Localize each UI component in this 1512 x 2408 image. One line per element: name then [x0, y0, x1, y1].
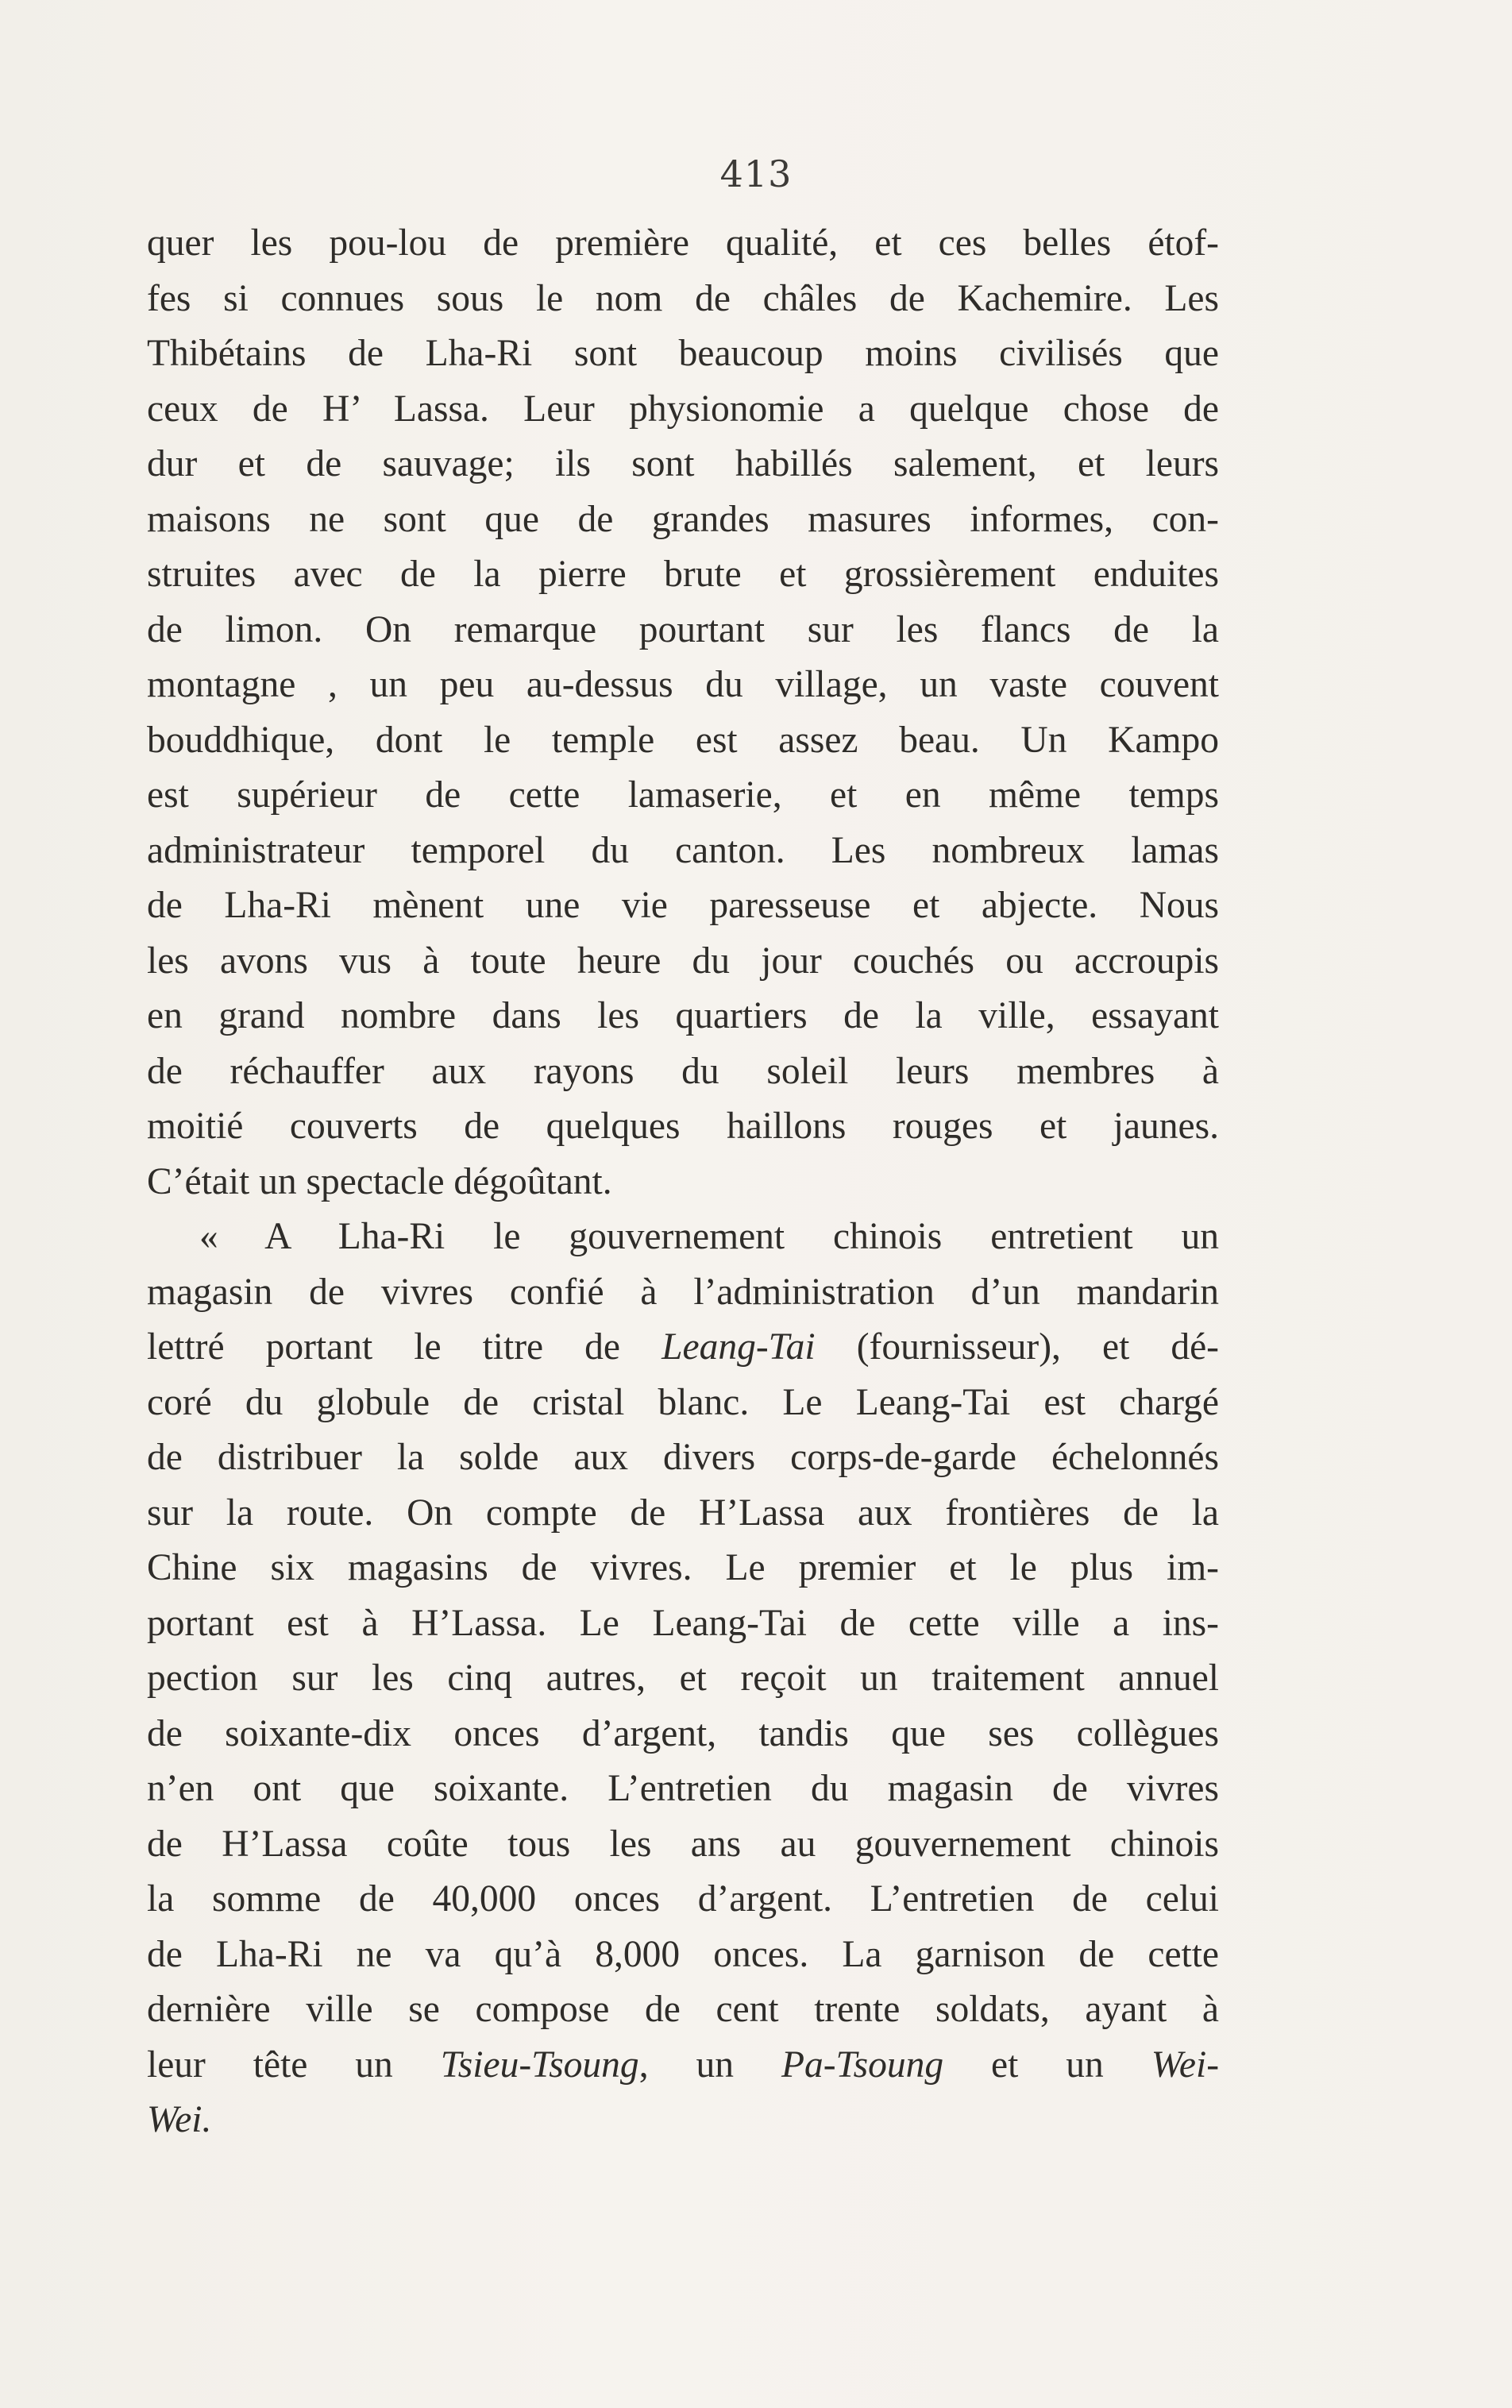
text-line: Thibétains de Lha-Ri sont beaucoup moins civilisés que [147, 333, 1219, 374]
text-line: les avons vus à toute heure du jour couchés ou accroupis [147, 940, 1219, 982]
italic-term: Pa-Tsoung [781, 2043, 944, 2086]
text-line: de H’Lassa coûte tous les ans au gouvernement chinois [147, 1823, 1219, 1865]
text-line: coré du globule de cristal blanc. Le Leang-Tai est chargé [147, 1381, 1219, 1423]
text-line: n’en ont que soixante. L’entretien du magasin de vivres [147, 1768, 1219, 1809]
italic-term: Wei- [1151, 2043, 1220, 2086]
text-line: fes si connues sous le nom de châles de Kachemire. Les [147, 277, 1219, 319]
text-line: de soixante-dix onces d’argent, tandis que ses collègues [147, 1712, 1219, 1754]
text-line-with-italic [147, 2038, 1219, 2093]
text-line: portant est à H’Lassa. Le Leang-Tai de cette ville a ins- [147, 1602, 1219, 1644]
text-line: montagne , un peu au-dessus du village, un vaste couvent [147, 664, 1219, 705]
text-line: de réchauffer aux rayons du soleil leurs membres à [147, 1050, 1219, 1092]
text-line: maisons ne sont que de grandes masures informes, con- [147, 498, 1219, 540]
text-line: la somme de 40,000 onces d’argent. L’entretien de celui [147, 1878, 1219, 1920]
text-line: ceux de H’ Lassa. Leur physionomie a quelque chose de [147, 388, 1219, 430]
text-line: de distribuer la solde aux divers corps-de-garde échelonnés [147, 1437, 1219, 1478]
page-number: 413 [719, 152, 793, 195]
text-line: en grand nombre dans les quartiers de la ville, essayant [147, 995, 1219, 1036]
italic-term: Leang-Tai [662, 1326, 816, 1368]
paragraph-start-line: « A Lha-Ri le gouvernement chinois entretient un [199, 1216, 1219, 1257]
line-part: leur tête un [147, 2043, 441, 2086]
text-line: moitié couverts de quelques haillons rouges et jaunes. [147, 1106, 1219, 1147]
text-line: Chine six magasins de vivres. Le premier et le plus im- [147, 1547, 1219, 1588]
text-line: de Lha-Ri mènent une vie paresseuse et abjecte. Nous [147, 885, 1219, 926]
paragraph-end-line: C’était un spectacle dégoûtant. [147, 1160, 612, 1202]
text-line: sur la route. On compte de H’Lassa aux frontières de la [147, 1491, 1219, 1534]
line-part: lettré portant le titre de [147, 1326, 662, 1368]
line-part: (fournisseur), et dé- [815, 1326, 1219, 1368]
body-text [147, 216, 1219, 2148]
line-part: et un [943, 2043, 1151, 2086]
text-line: de Lha-Ri ne va qu’à 8,000 onces. La garnison de cette [147, 1933, 1219, 1975]
text-line: administrateur temporel du canton. Les nombreux lamas [147, 829, 1219, 871]
text-line: dur et de sauvage; ils sont habillés salement, et leurs [147, 443, 1219, 484]
text-line: bouddhique, dont le temple est assez beau. Un Kampo [147, 719, 1219, 761]
italic-term: Tsieu-Tsoung [440, 2043, 639, 2086]
text-line: dernière ville se compose de cent trente soldats, ayant à [147, 1989, 1219, 2030]
text-line: quer les pou-lou de première qualité, et ces belles étof- [147, 222, 1219, 264]
text-line: de limon. On remarque pourtant sur les flancs de la [147, 608, 1219, 650]
text-line-with-italic [147, 1320, 1219, 1376]
text-line: est supérieur de cette lamaserie, et en même temps [147, 774, 1219, 816]
text-line: pection sur les cinq autres, et reçoit un traitement annuel [147, 1657, 1219, 1699]
text-line: magasin de vivres confié à l’administration d’un mandarin [147, 1271, 1219, 1313]
final-line [147, 2093, 1219, 2148]
line-part: , un [638, 2043, 781, 2086]
italic-term: Wei. [147, 2099, 212, 2140]
text-line: struites avec de la pierre brute et grossièrement enduites [147, 554, 1219, 595]
